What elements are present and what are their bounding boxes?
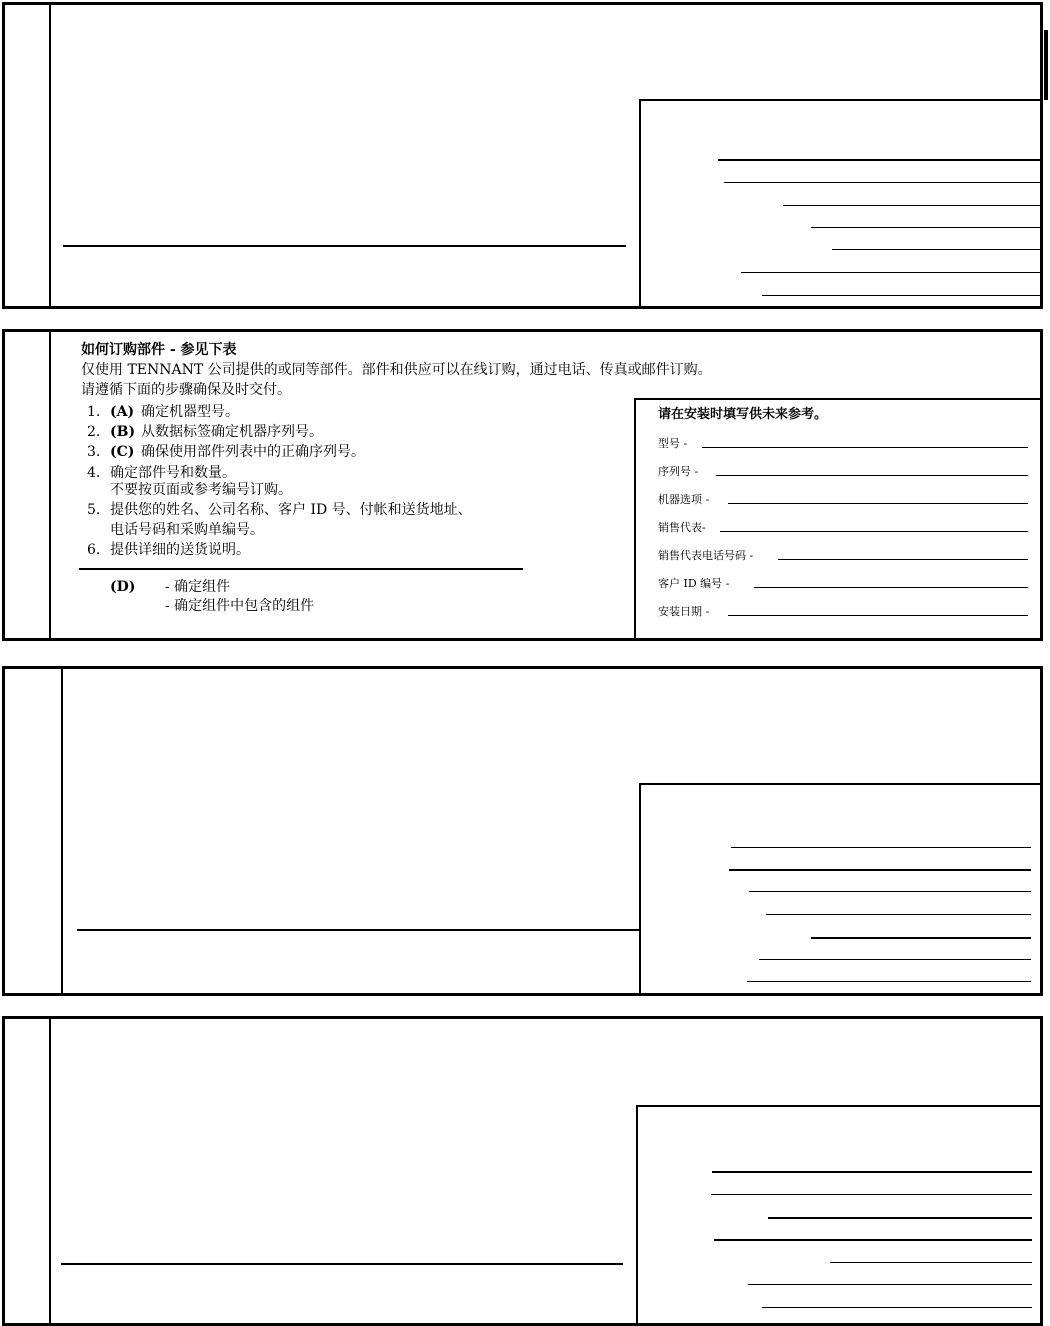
step-text: 确定部件号和数量。 xyxy=(110,465,236,481)
step-tag: (B) xyxy=(110,424,136,440)
panel-margin-divider xyxy=(49,332,51,638)
blank-field-line xyxy=(766,914,1031,915)
blank-record-box xyxy=(639,99,1043,309)
blank-panel-4 xyxy=(2,1016,1043,1326)
sales-rep-phone-field[interactable] xyxy=(778,559,1028,560)
field-label-serial: 序列号 - xyxy=(658,465,699,478)
field-label-options: 机器选项 - xyxy=(658,493,710,506)
step-number: 1. xyxy=(87,404,101,420)
blank-field-line xyxy=(749,891,1031,892)
intro-line-2: 请遵循下面的步骤确保及时交付。 xyxy=(81,382,291,398)
field-label-customer-id: 客户 ID 编号 - xyxy=(658,577,730,590)
legend-line-1: - 确定组件 xyxy=(165,579,231,595)
blank-field-line xyxy=(748,1284,1032,1285)
step-text: 确定机器型号。 xyxy=(141,404,239,420)
legend-tag: (D) xyxy=(110,579,136,595)
order-parts-panel xyxy=(2,329,1043,641)
field-label-sales-rep: 销售代表- xyxy=(658,521,706,534)
panel-margin-divider xyxy=(61,669,63,993)
field-label-sales-rep-phone: 销售代表电话号码 - xyxy=(658,549,754,562)
serial-field[interactable] xyxy=(716,475,1028,476)
blank-field-line xyxy=(711,1194,1032,1195)
order-heading: 如何订购部件 - 参见下表 xyxy=(81,342,237,358)
step-text: 从数据标签确定机器序列号。 xyxy=(141,424,323,440)
blank-field-line xyxy=(768,1217,1032,1219)
blank-field-line xyxy=(832,249,1040,250)
customer-id-field[interactable] xyxy=(754,587,1028,588)
blank-record-box xyxy=(636,1105,1043,1326)
blank-field-line xyxy=(714,1239,1032,1241)
legend-line-2: - 确定组件中包含的组件 xyxy=(165,598,315,614)
step-number: 2. xyxy=(87,424,101,440)
blank-field-line xyxy=(830,1262,1032,1263)
blank-field-line xyxy=(724,182,1040,183)
step-text: 提供详细的送货说明。 xyxy=(110,542,250,558)
blank-field-line xyxy=(729,869,1031,871)
blank-field-line xyxy=(731,847,1031,848)
panel-margin-divider xyxy=(49,1019,51,1323)
step-text-continued: 不要按页面或参考编号订购。 xyxy=(110,482,292,498)
section-divider xyxy=(77,929,639,931)
field-label-install-date: 安装日期 - xyxy=(658,605,710,618)
step-tag: (A) xyxy=(110,404,135,420)
blank-field-line xyxy=(762,295,1040,296)
options-field[interactable] xyxy=(728,503,1028,504)
blank-field-line xyxy=(747,981,1031,982)
step-number: 5. xyxy=(87,502,101,518)
blank-record-box xyxy=(639,783,1043,996)
legend-divider xyxy=(79,568,523,570)
blank-field-line xyxy=(718,159,1042,161)
edge-mark xyxy=(1044,30,1048,100)
record-box xyxy=(634,398,1043,641)
step-number: 6. xyxy=(87,542,101,558)
blank-field-line xyxy=(811,937,1031,939)
panel-margin-divider xyxy=(49,5,51,306)
section-divider xyxy=(63,245,626,247)
step-text: 确保使用部件列表中的正确序列号。 xyxy=(141,444,365,460)
step-text-continued: 电话号码和采购单编号。 xyxy=(110,522,264,538)
blank-field-line xyxy=(759,959,1031,960)
step-tag: (C) xyxy=(110,444,135,460)
install-date-field[interactable] xyxy=(728,615,1028,616)
blank-field-line xyxy=(811,227,1040,228)
sales-rep-field[interactable] xyxy=(720,531,1028,532)
section-divider xyxy=(61,1263,623,1265)
blank-field-line xyxy=(712,1171,1032,1173)
blank-panel-3 xyxy=(2,666,1043,996)
model-field[interactable] xyxy=(702,447,1028,448)
intro-line-1: 仅使用 TENNANT 公司提供的或同等部件。部件和供应可以在线订购，通过电话、传真或邮件订购。 xyxy=(81,362,712,378)
step-number: 3. xyxy=(87,444,101,460)
record-box-title: 请在安装时填写供未来参考。 xyxy=(658,407,828,422)
field-label-model: 型号 - xyxy=(658,437,688,450)
step-text: 提供您的姓名、公司名称、客户 ID 号、付帐和送货地址、 xyxy=(110,502,472,518)
step-number: 4. xyxy=(87,465,101,481)
blank-field-line xyxy=(741,272,1040,273)
blank-field-line xyxy=(762,1307,1032,1308)
blank-panel-1 xyxy=(2,2,1043,309)
blank-field-line xyxy=(783,205,1040,206)
